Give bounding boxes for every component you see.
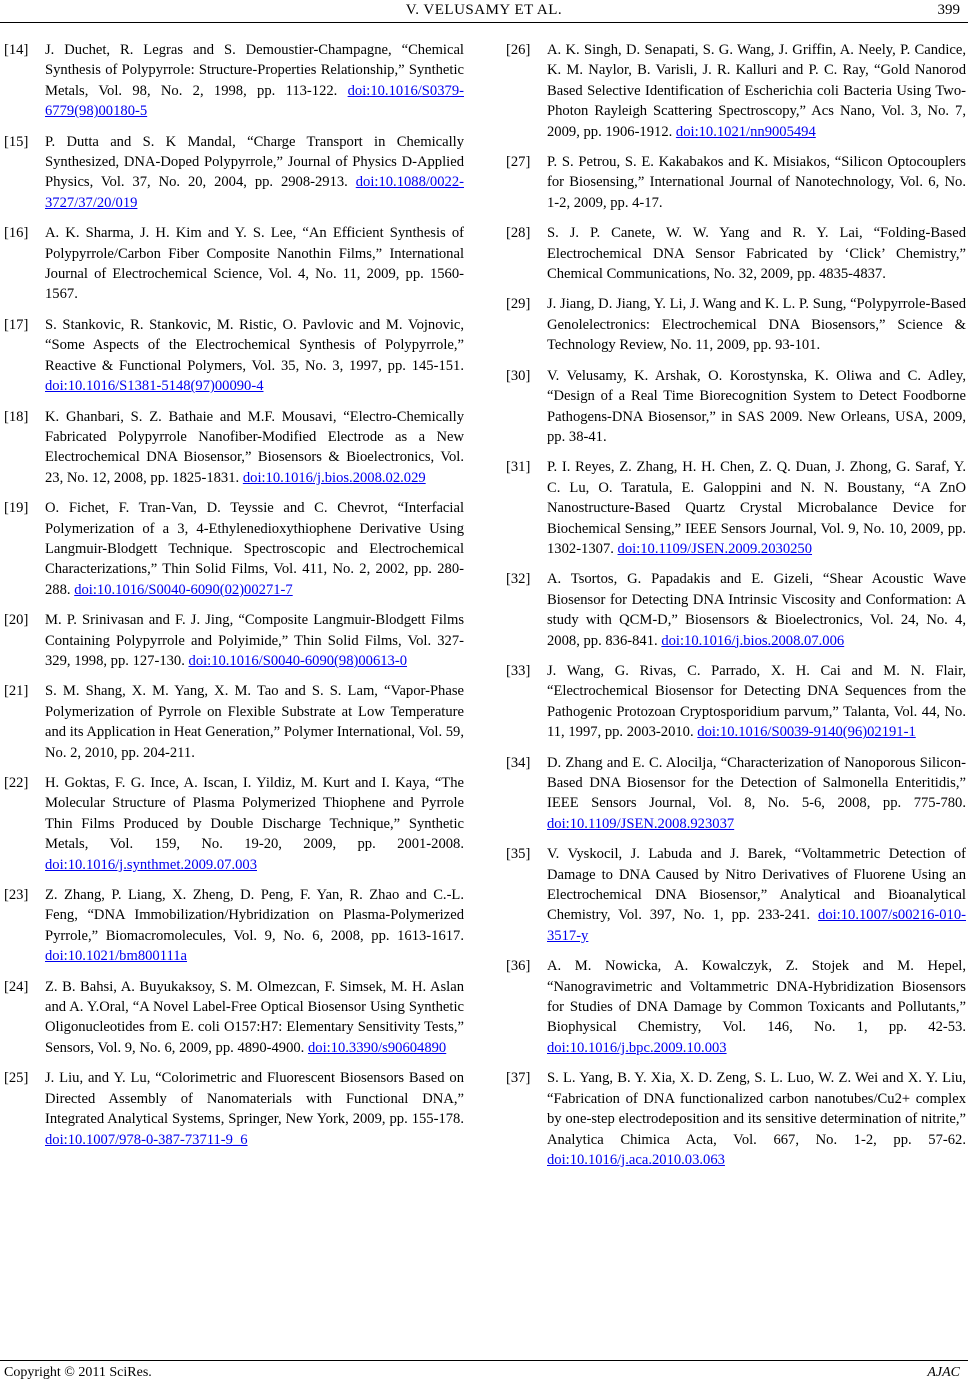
reference-item bbox=[506, 152, 966, 213]
reference-number: [19] bbox=[4, 500, 29, 517]
reference-item bbox=[4, 773, 464, 875]
reference-text: J. Jiang, D. Jiang, Y. Li, J. Wang and K. L. P. Sung, “Polypyrrole-Based Genolelectronics: Electrochemical DNA Biosensors,” Science & Technology Review, No. 11, 2009, pp. 93-101. bbox=[547, 296, 966, 354]
doi-link[interactable]: doi:10.1007/s00216-010-3517-y bbox=[547, 907, 966, 944]
reference-number: [33] bbox=[506, 662, 531, 679]
reference-item bbox=[4, 40, 464, 122]
references-right-column bbox=[506, 40, 966, 1180]
doi-link[interactable]: doi:10.1007/978-0-387-73711-9_6 bbox=[45, 1131, 248, 1148]
doi-link[interactable]: doi:10.1016/j.bios.2008.02.029 bbox=[242, 469, 426, 486]
reference-text: A. Tsortos, G. Papadakis and E. Gizeli, “Shear Acoustic Wave Biosensor for Detecting DNA Intrinsic Viscosity and Conformation: A study with QCM-D,” Biosensors & Bioelectronics, Vol. 24, No. 4, 2008, pp. 836-841. bbox=[547, 571, 966, 649]
reference-number: [34] bbox=[506, 754, 531, 771]
reference-item bbox=[506, 294, 966, 355]
reference-item bbox=[4, 223, 464, 305]
reference-text: A. M. Nowicka, A. Kowalczyk, Z. Stojek and M. Hepel, “Nanogravimetric and Voltammetric DNA-Hybridization Biosensors for Studies of DNA Damage by Common Toxicants and Pollutants,” Biophysical Chemistry, Vol. 146, No. 1, pp. 42-53. bbox=[547, 958, 966, 1036]
reference-number: [35] bbox=[506, 846, 531, 863]
reference-text: S. Stankovic, R. Stankovic, M. Ristic, O. Pavlovic and M. Vojnovic, “Some Aspects of the Electrochemical Synthesis of Polypyrrole,” Reactive & Functional Polymers, Vol. 35, No. 3, 1997, pp. 145-151. bbox=[45, 316, 464, 374]
header-rule bbox=[0, 22, 968, 23]
reference-number: [23] bbox=[4, 887, 29, 904]
reference-number: [15] bbox=[4, 133, 29, 150]
doi-link[interactable]: doi:10.1088/0022-3727/37/20/019 bbox=[45, 174, 464, 211]
reference-text: J. Wang, G. Rivas, C. Parrado, X. H. Cai and M. N. Flair, “Electrochemical Biosensor for Detecting DNA Sequences from the Pathogenic Protozoan Cryptosporidium parvum,” Talanta, Vol. 44, No. 11, 1997, pp. 2003-2010. bbox=[547, 662, 966, 741]
reference-text: S. L. Yang, B. Y. Xia, X. D. Zeng, S. L. Luo, W. Z. Wei and X. Y. Liu, “Fabrication of DNA functionalized carbon nanotubes/Cu2+ complex by one-step electrodeposition and its sensitive determination of nitrite,” Analytica Chimica Acta, Vol. 667, No. 1-2, pp. 57-62. bbox=[547, 1070, 966, 1148]
reference-text: A. K. Singh, D. Senapati, S. G. Wang, J. Griffin, A. Neely, P. Candice, K. M. Naylor, B. Varisli, J. R. Kalluri and P. C. Ray, “Gold Nanorod Based Selective Identification of Escherichia coli Bacteria Using Two-Photon Rayleigh Scattering Spectroscopy,” Acs Nano, Vol. 3, No. 7, 2009, pp. 1906-1912. bbox=[547, 42, 966, 140]
reference-text: J. Duchet, R. Legras and S. Demoustier-Champagne, “Chemical Synthesis of Polypyrrole: Structure-Properties Relationship,” Synthetic Metals, Vol. 98, No. 2, 1998, pp. 113-122. bbox=[45, 42, 464, 99]
reference-item bbox=[506, 457, 966, 559]
reference-text: D. Zhang and E. C. Alocilja, “Characterization of Nanoporous Silicon-Based DNA Biosensor for the Detection of Salmonella Enteritidis,” IEEE Sensors Journal, Vol. 8, No. 5-6, 2008, pp. 775-780. bbox=[547, 754, 966, 812]
doi-link[interactable]: doi:10.1016/S0040-6090(98)00613-0 bbox=[188, 652, 408, 669]
reference-number: [14] bbox=[4, 42, 29, 58]
reference-number: [18] bbox=[4, 408, 29, 425]
reference-number: [25] bbox=[4, 1070, 29, 1087]
reference-text: H. Goktas, F. G. Ince, A. Iscan, I. Yildiz, M. Kurt and I. Kaya, “The Molecular Structure of Plasma Polymerized Thiophene and Pyrrole Thin Films Produced by Double Discharge Technique,” Synthetic Metals, Vol. 159, No. 19-20, 2009, pp. 2001-2008. bbox=[45, 775, 464, 853]
running-head: V. VELUSAMY ET AL. bbox=[405, 2, 563, 18]
reference-number: [27] bbox=[506, 154, 531, 171]
reference-text: Z. Zhang, P. Liang, X. Zheng, D. Peng, F. Yan, R. Zhao and C.-L. Feng, “DNA Immobilization/Hybridization on Plasma-Polymerized Pyrrole,” Biomacromolecules, Vol. 9, No. 6, 2008, pp. 1613-1617. bbox=[45, 887, 464, 944]
reference-number: [24] bbox=[4, 978, 29, 995]
reference-item bbox=[4, 977, 464, 1059]
doi-link[interactable]: doi:10.3390/s90604890 bbox=[307, 1039, 447, 1056]
reference-text: K. Ghanbari, S. Z. Bathaie and M.F. Mousavi, “Electro-Chemically Fabricated Polypyrrole Nanofiber-Modified Electrode as a New Electrochemical DNA Biosensor,” Biosensors & Bioelectronics, Vol. 23, No. 12, 2008, pp. 1825-1831. bbox=[45, 408, 464, 486]
footer-rule bbox=[0, 1360, 968, 1361]
reference-number: [20] bbox=[4, 612, 29, 629]
reference-text: M. P. Srinivasan and F. J. Jing, “Composite Langmuir-Blodgett Films Containing Polypyrrole and Polyimide,” Thin Solid Films, Vol. 327-329, 1998, pp. 127-130. bbox=[45, 612, 464, 669]
copyright-notice: Copyright © 2011 SciRes. bbox=[4, 1365, 152, 1380]
doi-link[interactable]: doi:10.1016/j.bpc.2009.10.003 bbox=[547, 1039, 727, 1056]
reference-text: O. Fichet, F. Tran-Van, D. Teyssie and C. Chevrot, “Interfacial Polymerization of a 3, 4-Ethylenedioxythiophene Derivative Using Langmuir-Blodgett Technique. Spectroscopic and Electrochemical Characterizations,” Thin Solid Films, Vol. 411, No. 2, 2002, pp. 280-288. bbox=[45, 500, 464, 598]
reference-text: V. Velusamy, K. Arshak, O. Korostynska, K. Oliwa and C. Adley, “Design of a Real Time Biorecognition System to Detect Foodborne Pathogens-DNA Biosensor,” in SAS 2009. New Orleans, USA, 2009, pp. 38-41. bbox=[547, 367, 966, 445]
reference-item bbox=[506, 569, 966, 651]
references-left-column bbox=[4, 40, 464, 1160]
reference-number: [29] bbox=[506, 296, 531, 313]
reference-item bbox=[4, 407, 464, 489]
reference-item bbox=[506, 366, 966, 448]
reference-number: [22] bbox=[4, 775, 29, 791]
reference-text: S. J. P. Canete, W. W. Yang and R. Y. Lai, “Folding-Based Electrochemical DNA Sensor Fabricated by ‘Click’ Chemistry,” Chemical Communications, No. 32, 2009, pp. 4835-4837. bbox=[547, 225, 966, 283]
journal-abbrev: AJAC bbox=[927, 1365, 960, 1380]
doi-link[interactable]: doi:10.1016/S0379-6779(98)00180-5 bbox=[45, 82, 464, 120]
reference-item bbox=[4, 315, 464, 397]
reference-number: [16] bbox=[4, 225, 29, 242]
reference-item bbox=[506, 223, 966, 284]
reference-number: [30] bbox=[506, 367, 531, 384]
reference-item bbox=[506, 40, 966, 142]
reference-item bbox=[506, 956, 966, 1058]
doi-link[interactable]: doi:10.1016/j.synthmet.2009.07.003 bbox=[45, 856, 258, 873]
reference-text: S. M. Shang, X. M. Yang, X. M. Tao and S. S. Lam, “Vapor-Phase Polymerization of Pyrrole on Flexible Substrate at Low Temperature and its Application in Heat Generation,” Polymer International, Vol. 59, No. 2, 2010, pp. 204-211. bbox=[45, 683, 464, 761]
reference-item bbox=[506, 1068, 966, 1170]
doi-link[interactable]: doi:10.1016/S0039-9140(96)02191-1 bbox=[697, 724, 916, 741]
reference-number: [31] bbox=[506, 459, 531, 476]
reference-number: [36] bbox=[506, 958, 531, 975]
reference-text: A. K. Sharma, J. H. Kim and Y. S. Lee, “An Efficient Synthesis of Polypyrrole/Carbon Fiber Composite Nanothin Films,” International Journal of Electrochemical Science, Vol. 4, No. 11, 2009, pp. 1560-1567. bbox=[45, 225, 464, 303]
doi-link[interactable]: doi:10.1016/S1381-5148(97)00090-4 bbox=[45, 378, 264, 395]
reference-item bbox=[4, 498, 464, 600]
reference-text: P. S. Petrou, S. E. Kakabakos and K. Misiakos, “Silicon Optocouplers for Biosensing,” International Journal of Nanotechnology, Vol. 6, No. 1-2, 2009, pp. 4-17. bbox=[547, 154, 966, 211]
reference-number: [26] bbox=[506, 42, 531, 58]
doi-link[interactable]: doi:10.1109/JSEN.2009.2030250 bbox=[617, 540, 813, 557]
reference-text: P. Dutta and S. K Mandal, “Charge Transport in Chemically Synthesized, DNA-Doped Polypyrrole,” Journal of Physics D-Applied Physics, Vol. 37, No. 20, 2004, pp. 2908-2913. bbox=[45, 133, 464, 191]
reference-item bbox=[4, 132, 464, 214]
reference-text: J. Liu, and Y. Lu, “Colorimetric and Fluorescent Biosensors Based on Directed Assembly of Nanomaterials with Functional DNA,” Integrated Analytical Systems, Springer, New York, 2009, pp. 155-178. bbox=[45, 1070, 464, 1128]
doi-link[interactable]: doi:10.1021/nn9005494 bbox=[675, 123, 816, 140]
reference-item bbox=[506, 844, 966, 946]
doi-link[interactable]: doi:10.1016/j.bios.2008.07.006 bbox=[661, 632, 845, 649]
reference-item bbox=[4, 681, 464, 763]
reference-number: [17] bbox=[4, 316, 29, 333]
reference-item bbox=[4, 885, 464, 967]
reference-text: V. Vyskocil, J. Labuda and J. Barek, “Voltammetric Detection of Damage to DNA Caused by Nitro Derivatives of Fluorene Using an Electrochemical DNA Biosensor,” Analytical and Bioanalytical Chemistry, Vol. 397, No. 1, pp. 233-241. bbox=[547, 846, 966, 924]
reference-text: Z. B. Bahsi, A. Buyukaksoy, S. M. Olmezcan, F. Simsek, M. H. Aslan and A. Y.Oral, “A Novel Label-Free Optical Biosensor Using Synthetic Oligonucleotides from E. coli O157:H7: Elementary Sensitivity Tests,” Sensors, Vol. 9, No. 6, 2009, pp. 4890-4900. bbox=[45, 978, 464, 1056]
reference-item bbox=[4, 1068, 464, 1150]
doi-link[interactable]: doi:10.1109/JSEN.2008.923037 bbox=[547, 815, 735, 832]
reference-number: [32] bbox=[506, 571, 531, 588]
reference-item bbox=[506, 661, 966, 743]
reference-item bbox=[506, 753, 966, 835]
reference-text: P. I. Reyes, Z. Zhang, H. H. Chen, Z. Q. Duan, J. Zhong, G. Saraf, Y. C. Lu, O. Taratula, E. Galoppini and N. N. Boustany, “A ZnO Nanostructure-Based Quartz Crystal Microbalance Device for Biochemical Sensing,” IEEE Sensors Journal, Vol. 9, No. 10, 2009, pp. 1302-1307. bbox=[547, 459, 966, 557]
reference-number: [28] bbox=[506, 225, 531, 242]
doi-link[interactable]: doi:10.1021/bm800111a bbox=[45, 948, 188, 965]
reference-number: [37] bbox=[506, 1070, 531, 1087]
reference-item bbox=[4, 610, 464, 671]
page-footer bbox=[0, 1360, 968, 1384]
page-header bbox=[0, 0, 968, 26]
reference-number: [21] bbox=[4, 683, 29, 700]
doi-link[interactable]: doi:10.1016/S0040-6090(02)00271-7 bbox=[74, 581, 293, 598]
doi-link[interactable]: doi:10.1016/j.aca.2010.03.063 bbox=[547, 1151, 725, 1168]
page-number: 399 bbox=[937, 2, 960, 18]
